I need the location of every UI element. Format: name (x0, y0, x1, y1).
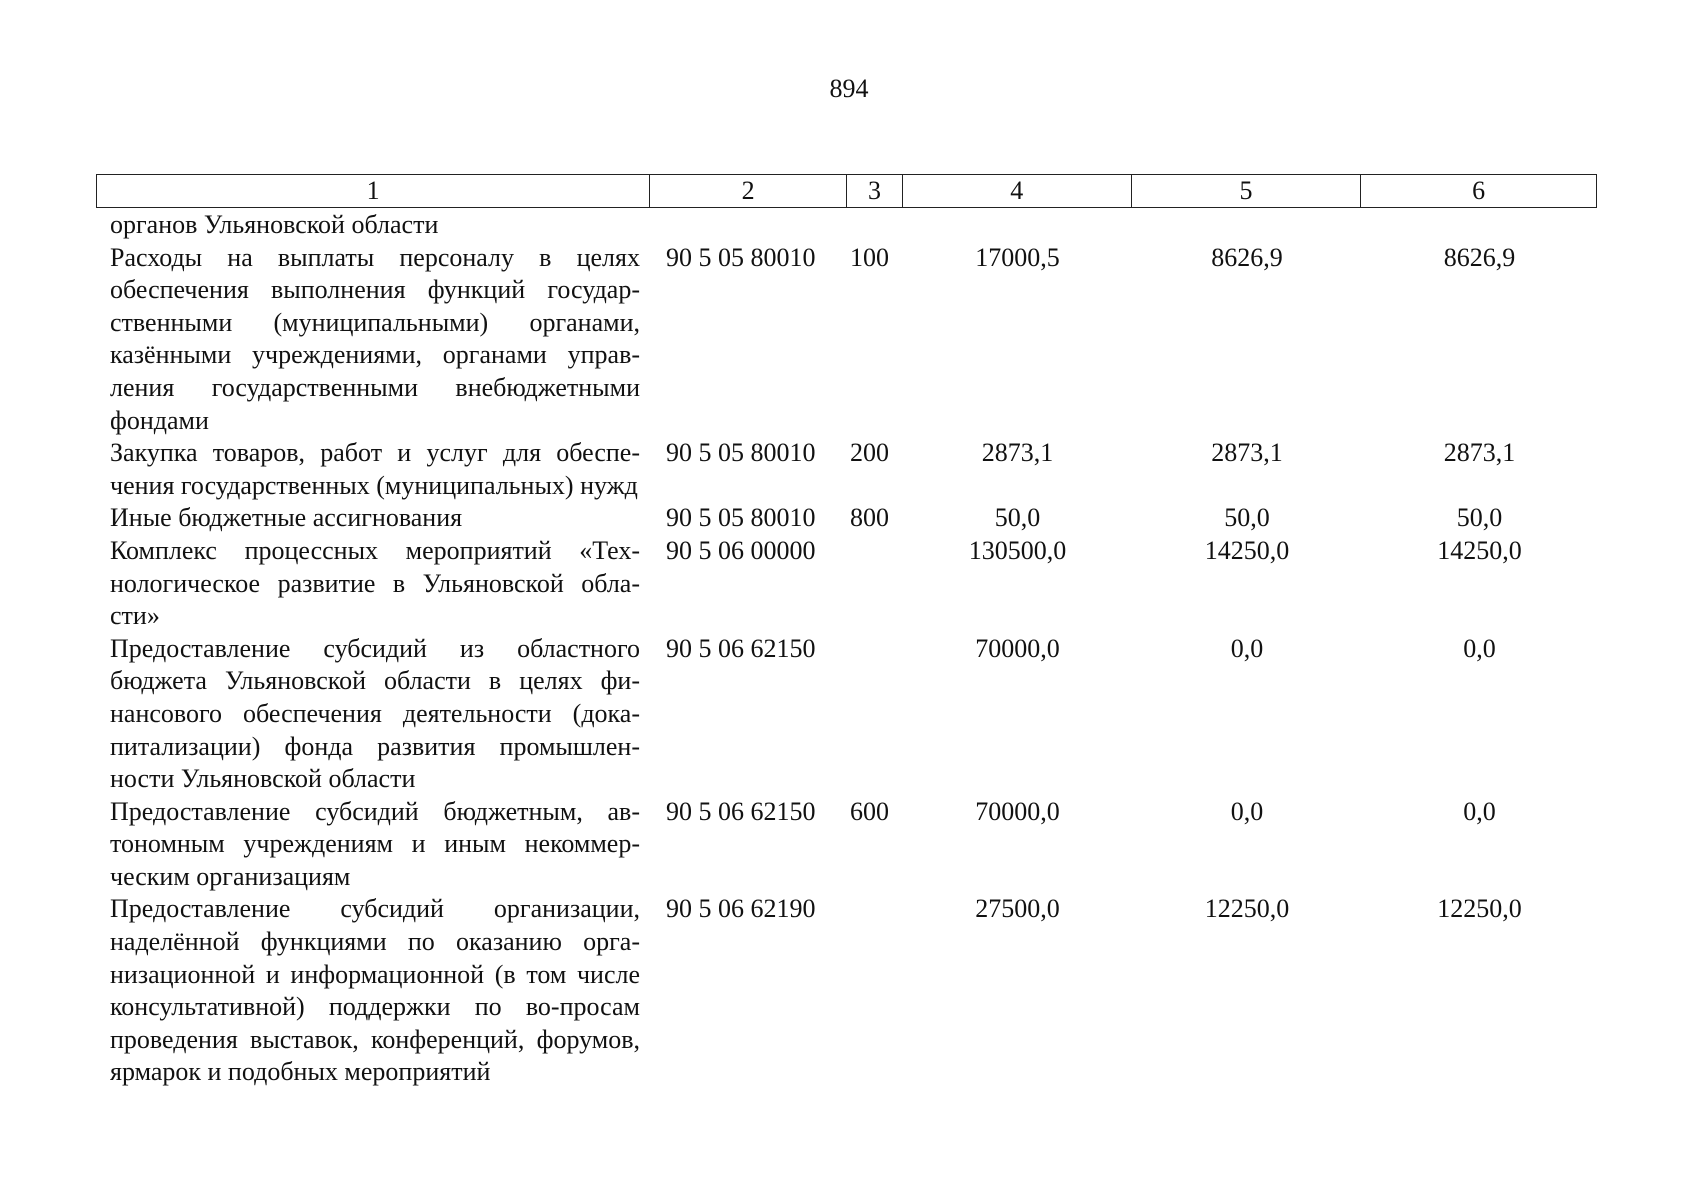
row-value-4: 70000,0 (975, 633, 1060, 663)
table-row (96, 437, 1597, 502)
row-value-4: 27500,0 (975, 894, 1060, 924)
row-code: 90 5 05 80010 (666, 503, 816, 533)
row-value-5: 0,0 (1230, 633, 1264, 663)
row-code: 90 5 06 62190 (666, 894, 816, 924)
table-row (96, 242, 1597, 438)
row-value-4: 50,0 (994, 503, 1041, 533)
row-value-4: 17000,5 (975, 242, 1060, 272)
row-code: 90 5 05 80010 (666, 242, 816, 272)
row-value-6 (1362, 209, 1597, 242)
row-value-4: 70000,0 (975, 796, 1060, 826)
row-value-5 (1132, 209, 1362, 242)
row-value-5: 0,0 (1230, 796, 1264, 826)
row-type (847, 633, 903, 796)
table-row (96, 502, 1597, 535)
row-value-4: 130500,0 (968, 535, 1067, 565)
row-type: 200 (850, 438, 889, 468)
page-number: 894 (829, 74, 869, 103)
row-name: Расходы на выплаты персоналу в целях обеспечения выполнения функций государ-ственными (муниципальными) органами, казёнными учреждениями, органами управ-ления государственными внебюджетными фондами (110, 242, 640, 435)
header-col-1: 1 (97, 175, 650, 207)
table-header (96, 174, 1597, 208)
row-value-6: 8626,9 (1443, 242, 1516, 272)
table-row (96, 209, 1597, 242)
header-col-6: 6 (1472, 176, 1486, 205)
row-value-6: 12250,0 (1437, 894, 1522, 924)
table-row (96, 633, 1597, 796)
row-code: 90 5 06 00000 (666, 535, 816, 565)
header-col-4: 4 (903, 175, 1132, 207)
row-code: 90 5 06 62150 (666, 633, 816, 663)
row-name: Предоставление субсидий бюджетным, ав-тономным учреждениям и иным некоммер-ческим организациям (110, 796, 640, 891)
row-type (847, 535, 903, 633)
row-type: 800 (850, 503, 889, 533)
row-type (847, 209, 903, 242)
row-code: 90 5 05 80010 (666, 438, 816, 468)
row-name: Комплекс процессных мероприятий «Тех-нологическое развитие в Ульяновской обла-сти» (110, 535, 640, 631)
row-value-5: 12250,0 (1204, 894, 1290, 924)
table-body (96, 209, 1597, 1089)
table-row (96, 893, 1597, 1089)
row-code: 90 5 06 62150 (666, 796, 816, 826)
row-name: Предоставление субсидий организации, наделённой функциями по оказанию орга-низационной и информационной (в том числе консультативной) поддержки по во-просам проведения выставок, конференций, форумов, ярмарок и подобных мероприятий (110, 894, 640, 1087)
row-code (650, 209, 847, 242)
table-row (96, 535, 1597, 633)
row-value-5: 2873,1 (1211, 438, 1283, 468)
row-value-6: 50,0 (1456, 503, 1503, 533)
row-type: 100 (850, 242, 889, 272)
row-value-5: 50,0 (1224, 503, 1270, 533)
row-type (847, 893, 903, 1089)
table-row (96, 796, 1597, 894)
row-value-6: 0,0 (1463, 796, 1496, 826)
row-value-5: 14250,0 (1204, 535, 1290, 565)
row-value-6: 0,0 (1463, 633, 1496, 663)
row-value-4 (903, 209, 1132, 242)
row-value-5: 8626,9 (1211, 242, 1283, 272)
row-value-4: 2873,1 (981, 438, 1054, 468)
header-col-3: 3 (847, 175, 903, 207)
row-name: Предоставление субсидий из областного бюджета Ульяновской области в целях фи-нансового обеспечения деятельности (дока-питализации) фонда развития промышлен-ности Ульяновской области (110, 633, 640, 794)
row-value-6: 14250,0 (1437, 535, 1522, 565)
row-value-6: 2873,1 (1443, 438, 1516, 468)
row-name: Иные бюджетные ассигнования (110, 503, 463, 533)
row-type: 600 (850, 796, 889, 826)
header-col-2: 2 (650, 175, 847, 207)
header-col-5: 5 (1132, 175, 1362, 207)
row-name: органов Ульяновской области (110, 210, 439, 239)
row-name: Закупка товаров, работ и услуг для обеспе-чения государственных (муниципальных) нужд (110, 438, 640, 500)
